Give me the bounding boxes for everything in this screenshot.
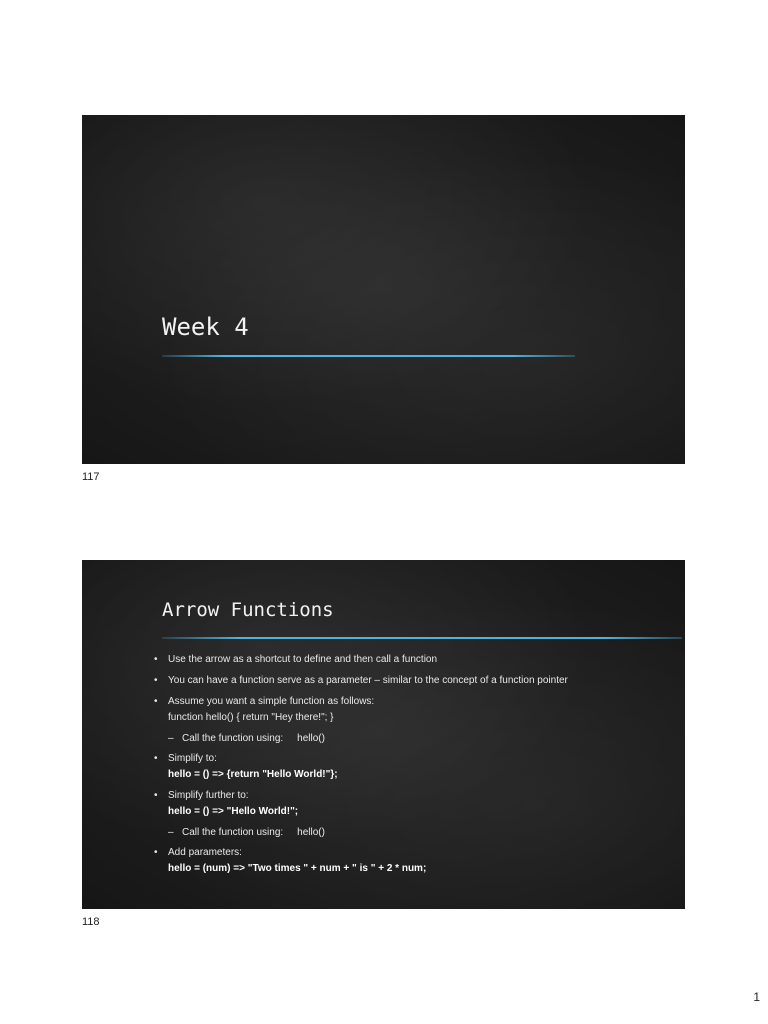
- bullet-text: Call the function using:: [182, 827, 284, 838]
- bullet-item: [154, 751, 674, 783]
- title-underline: [162, 637, 682, 639]
- code-line: hello = () => "Hello World!";: [168, 806, 299, 817]
- bullet-text: Use the arrow as a shortcut to define and then call a function: [168, 654, 438, 665]
- bullet-text: Simplify to:: [168, 753, 217, 764]
- bullet-text: You can have a function serve as a parameter – similar to the concept of a function pointer: [168, 675, 568, 686]
- code-inline: hello(): [297, 827, 325, 838]
- bullet-list: [154, 652, 674, 882]
- bullet-item: [154, 845, 674, 877]
- slide-week-4: [82, 115, 685, 464]
- bullet-item: [154, 652, 674, 668]
- slide-arrow-functions: [82, 560, 685, 909]
- bullet-text: Assume you want a simple function as follows:: [168, 696, 375, 707]
- title-underline: [162, 355, 575, 357]
- sub-bullet-item: [154, 731, 674, 747]
- code-line: hello = (num) => "Two times " + num + " is " + 2 * num;: [168, 863, 427, 874]
- bullet-item: [154, 673, 674, 689]
- slide-number-label: 118: [82, 916, 100, 928]
- bullet-text: Call the function using:: [182, 733, 284, 744]
- slide-title: Arrow Functions: [162, 599, 334, 621]
- sub-bullet-item: [154, 825, 674, 841]
- bullet-text: Add parameters:: [168, 847, 242, 858]
- slide-number-label: 117: [82, 471, 100, 483]
- code-line: hello = () => {return "Hello World!"};: [168, 769, 338, 780]
- code-line: function hello() { return "Hey there!"; }: [168, 712, 334, 723]
- page-number: 1: [753, 990, 760, 1004]
- code-inline: hello(): [297, 733, 325, 744]
- slide-title: Week 4: [162, 313, 249, 341]
- bullet-text: Simplify further to:: [168, 790, 249, 801]
- bullet-item: [154, 788, 674, 820]
- bullet-item: [154, 694, 674, 726]
